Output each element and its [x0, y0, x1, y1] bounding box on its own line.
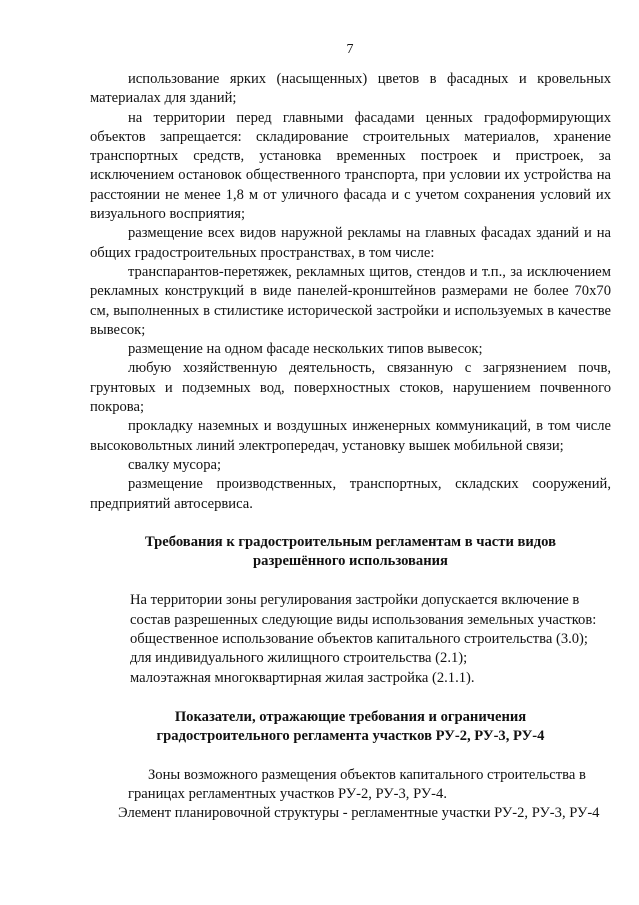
- indicators-block: [90, 766, 611, 824]
- restriction-paragraph: размещение всех видов наружной рекламы на главных фасадах зданий и на общих градостроительных пространствах, в том числе:: [90, 225, 611, 261]
- restriction-paragraph: использование ярких (насыщенных) цветов в фасадных и кровельных материалах для зданий;: [90, 71, 611, 107]
- permitted-use-block: [90, 591, 611, 687]
- section-heading-indicators: [90, 708, 611, 747]
- restriction-paragraph: размещение на одном фасаде нескольких типов вывесок;: [128, 341, 483, 358]
- heading-line: градостроительного регламента участков РУ-2, РУ-3, РУ-4: [156, 728, 545, 745]
- heading-line: разрешённого использования: [253, 553, 448, 570]
- section-heading-permitted-use: [90, 533, 611, 572]
- zones-paragraph: [90, 766, 611, 805]
- restriction-paragraph: на территории перед главными фасадами ценных градоформирующих объектов запрещается: складирование строительных материалов, хранение транспортных средств, установка временных построек и пристроек, за исключением остановок общественного транспорта, при условии их устройства на расстоянии не менее 1,8 м от уличного фасада и с учетом сохранения условий их визуального восприятия;: [90, 109, 611, 223]
- document-body: [90, 70, 611, 823]
- zones-line: границах регламентных участков РУ-2, РУ-3, РУ-4.: [128, 785, 447, 802]
- permitted-use-line: На территории зоны регулирования застройки допускается включение в: [130, 592, 580, 609]
- permitted-use-line: для индивидуального жилищного строительства (2.1);: [130, 650, 468, 667]
- permitted-use-line: общественное использование объектов капитального строительства (3.0);: [130, 631, 588, 648]
- restriction-paragraph: любую хозяйственную деятельность, связанную с загрязнением почв, грунтовых и подземных вод, поверхностных стоков, нарушением почвенного покрова;: [90, 360, 611, 416]
- element-paragraph: Элемент планировочной структуры - регламентные участки РУ-2, РУ-3, РУ-4: [118, 805, 600, 822]
- permitted-use-line: состав разрешенных следующие виды использования земельных участков:: [130, 611, 597, 628]
- heading-line: Показатели, отражающие требования и ограничения: [174, 708, 527, 725]
- restriction-paragraph: транспарантов-перетяжек, рекламных щитов, стендов и т.п., за исключением рекламных конструкций в виде панелей-кронштейнов размерами не более 70х70 см, выполненных в стилистике исторической застройки и используемых в качестве вывесок;: [90, 263, 611, 338]
- restriction-paragraph: прокладку наземных и воздушных инженерных коммуникаций, в том числе высоковольтных линий электропередач, установку вышек мобильной связи;: [90, 418, 611, 454]
- permitted-use-line: малоэтажная многоквартирная жилая застройка (2.1.1).: [130, 669, 475, 686]
- zones-line: Зоны возможного размещения объектов капитального строительства в: [148, 766, 586, 783]
- page-number: 7: [346, 42, 354, 57]
- restriction-paragraph: свалку мусора;: [128, 456, 222, 473]
- restriction-paragraph: размещение производственных, транспортных, складских сооружений, предприятий автосервиса.: [90, 476, 611, 512]
- heading-line: Требования к градостроительным регламентам в части видов: [145, 533, 556, 550]
